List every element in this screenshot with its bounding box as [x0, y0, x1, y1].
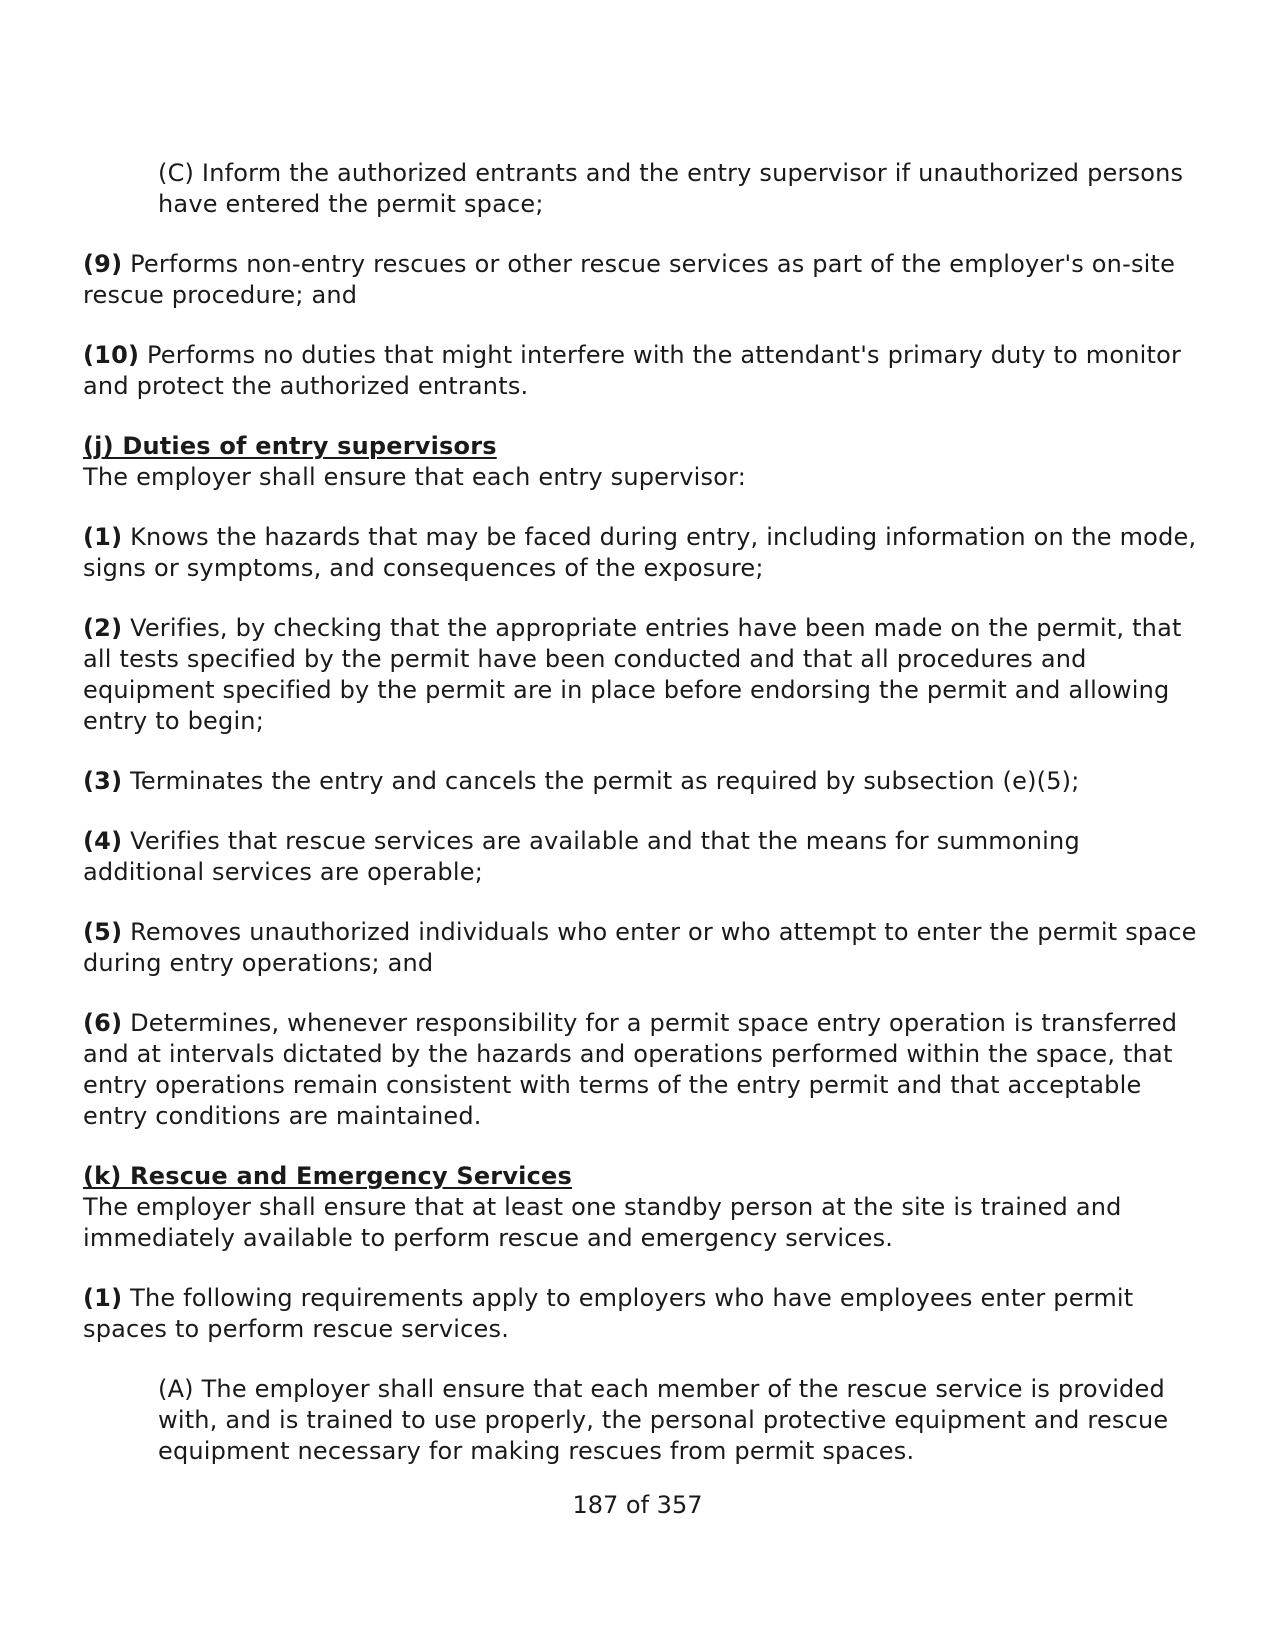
paragraph-text: Performs non-entry rescues or other rescue services as part of the employer's on-site rescue procedure; and: [83, 250, 1176, 309]
paragraph-number: (9): [83, 250, 123, 278]
paragraph-text: Knows the hazards that may be faced during entry, including information on the mode, signs or symptoms, and consequences of the exposure;: [83, 523, 1197, 582]
paragraph-text: Verifies, by checking that the appropriate entries have been made on the permit, that all tests specified by the permit have been conducted and that all procedures and equipment specified by the permit are in place before endorsing the permit and allowing entry to begin;: [83, 614, 1182, 735]
paragraph-text: Determines, whenever responsibility for a permit space entry operation is transferred and at intervals dictated by the hazards and operations performed within the space, that entry operations remain consistent with terms of the entry permit and that acceptable entry conditions are maintained.: [83, 1009, 1178, 1130]
document-body: [83, 158, 1203, 1496]
paragraph-10: [83, 340, 1203, 402]
paragraph-text: Verifies that rescue services are available and that the means for summoning additional services are operable;: [83, 827, 1080, 886]
paragraph-number: (3): [83, 767, 123, 795]
paragraph-number: (1): [83, 523, 123, 551]
paragraph-text: (A) The employer shall ensure that each member of the rescue service is provided with, and is trained to use properly, the personal protective equipment and rescue equipment necessary for making rescues from permit spaces.: [158, 1375, 1169, 1465]
paragraph-k1: [83, 1283, 1203, 1345]
paragraph-j3: [83, 766, 1203, 797]
section-intro: The employer shall ensure that each entry supervisor:: [83, 463, 747, 491]
paragraph-j5: [83, 917, 1203, 979]
paragraph-text: Removes unauthorized individuals who enter or who attempt to enter the permit space during entry operations; and: [83, 918, 1197, 977]
paragraph-j4: [83, 826, 1203, 888]
paragraph-number: (6): [83, 1009, 123, 1037]
paragraph-a-employer: [83, 1374, 1203, 1467]
page-number: 187 of 357: [572, 1491, 703, 1519]
section-heading: (k) Rescue and Emergency Services: [83, 1162, 573, 1190]
paragraph-j2: [83, 613, 1203, 737]
section-intro: The employer shall ensure that at least one standby person at the site is trained and immediately available to perform rescue and emergency services.: [83, 1193, 1122, 1252]
paragraph-text: Terminates the entry and cancels the permit as required by subsection (e)(5);: [122, 767, 1080, 795]
paragraph-number: (4): [83, 827, 123, 855]
paragraph-j6: [83, 1008, 1203, 1132]
section-k: [83, 1161, 1203, 1254]
paragraph-j1: [83, 522, 1203, 584]
paragraph-text: Performs no duties that might interfere with the attendant's primary duty to monitor and protect the authorized entrants.: [83, 341, 1182, 400]
paragraph-number: (5): [83, 918, 123, 946]
paragraph-number: (2): [83, 614, 123, 642]
paragraph-number: (10): [83, 341, 140, 369]
paragraph-text: (C) Inform the authorized entrants and the entry supervisor if unauthorized persons have entered the permit space;: [158, 159, 1184, 218]
paragraph-c-inform: [83, 158, 1203, 220]
paragraph-number: (1): [83, 1284, 123, 1312]
section-j: [83, 431, 1203, 493]
section-heading: (j) Duties of entry supervisors: [83, 432, 497, 460]
paragraph-text: The following requirements apply to employers who have employees enter permit spaces to perform rescue services.: [83, 1284, 1134, 1343]
paragraph-9: [83, 249, 1203, 311]
